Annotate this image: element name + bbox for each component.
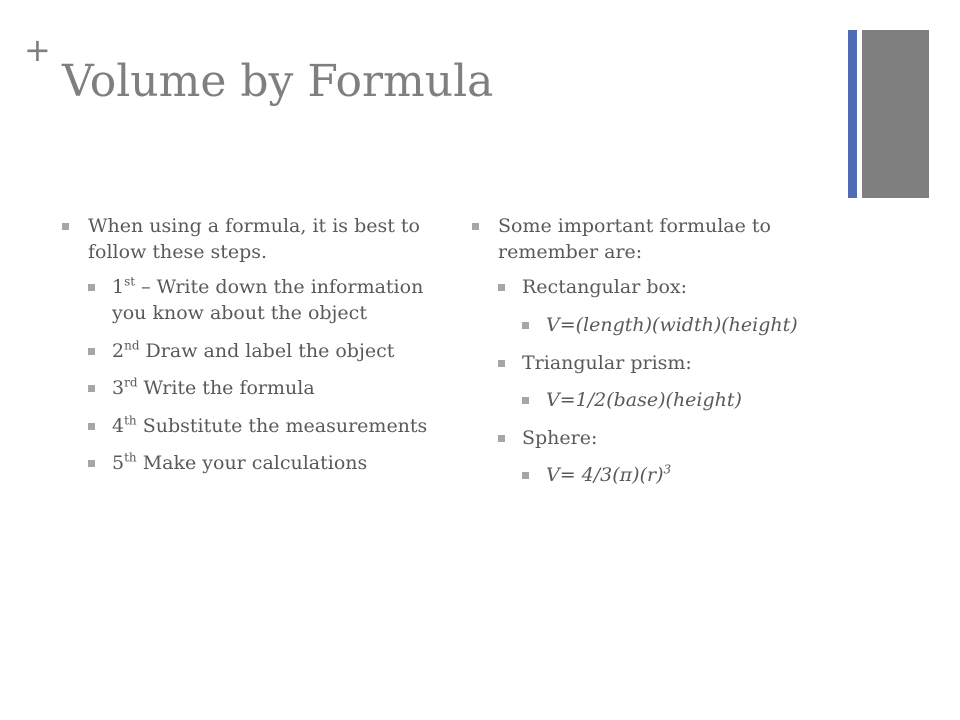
accent-bar-blue: [848, 30, 857, 198]
formula-text: V= 4/3(π)(r): [546, 464, 664, 487]
shape-name: Triangular prism:: [522, 351, 692, 374]
square-bullet-icon: [472, 223, 479, 230]
step-text: Substitute the measurements: [136, 414, 428, 437]
square-bullet-icon: [88, 460, 95, 467]
square-bullet-icon: [498, 435, 505, 442]
square-bullet-icon: [522, 397, 529, 404]
square-bullet-icon: [498, 284, 505, 291]
step-number: 2: [112, 339, 125, 362]
step-ordinal: th: [124, 413, 137, 428]
step-text: Make your calculations: [136, 452, 368, 475]
step-number: 3: [112, 377, 125, 400]
square-bullet-icon: [522, 472, 529, 479]
plus-icon: +: [24, 31, 51, 69]
shape-rectangular-box: [472, 275, 872, 301]
step-ordinal: th: [124, 451, 137, 466]
shape-sphere: [472, 426, 872, 452]
step-number: 4: [112, 414, 125, 437]
list-item-step-5: [62, 451, 442, 477]
step-ordinal: nd: [124, 338, 140, 353]
list-item: [62, 214, 442, 265]
formula-triangular-prism: [472, 388, 872, 414]
square-bullet-icon: [88, 348, 95, 355]
accent-bar-gray: [862, 30, 929, 198]
step-ordinal: st: [124, 274, 136, 289]
shape-name: Rectangular box:: [522, 276, 688, 299]
formulae-intro: Some important formulae to remember are:: [498, 215, 771, 263]
step-text: Write the formula: [137, 377, 315, 400]
list-item-step-2: [62, 339, 442, 365]
list-item: [472, 214, 872, 265]
square-bullet-icon: [88, 284, 95, 291]
step-number: 5: [112, 452, 125, 475]
step-number: 1: [112, 276, 125, 299]
formula-rectangular-box: [472, 313, 872, 339]
square-bullet-icon: [498, 360, 505, 367]
shape-triangular-prism: [472, 351, 872, 377]
list-item-step-1: [62, 275, 442, 326]
left-column: [62, 214, 442, 489]
square-bullet-icon: [88, 385, 95, 392]
list-item-step-4: [62, 414, 442, 440]
slide-title: Volume by Formula: [62, 56, 494, 107]
square-bullet-icon: [522, 322, 529, 329]
square-bullet-icon: [62, 223, 69, 230]
formula-text: V=1/2(base)(height): [546, 389, 742, 412]
shape-name: Sphere:: [522, 426, 598, 449]
right-column: [472, 214, 872, 501]
steps-intro: When using a formula, it is best to follow these steps.: [88, 215, 420, 263]
step-text: – Write down the information you know about the object: [112, 276, 424, 324]
formula-exponent: 3: [663, 463, 672, 478]
step-ordinal: rd: [124, 375, 138, 390]
step-text: Draw and label the object: [139, 339, 395, 362]
formula-text: V=(length)(width)(height): [546, 313, 798, 336]
formula-sphere: [472, 463, 872, 489]
square-bullet-icon: [88, 423, 95, 430]
list-item-step-3: [62, 376, 442, 402]
